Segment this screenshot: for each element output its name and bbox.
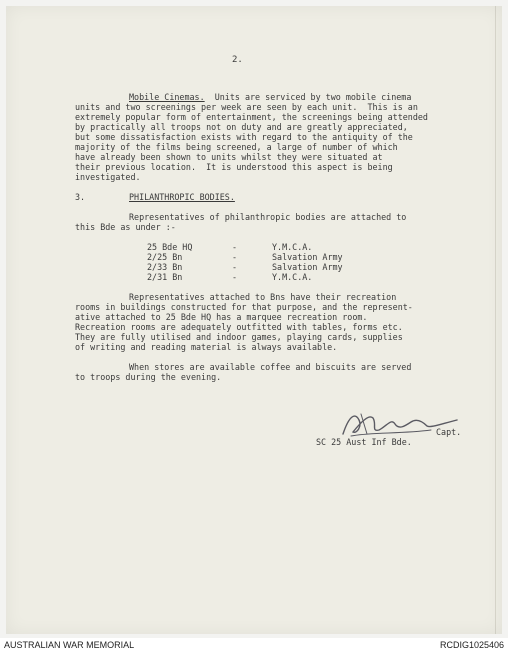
- attachment-unit: 25 Bde HQ: [147, 242, 193, 252]
- paper-sheet: [6, 6, 502, 634]
- mobile-cinemas-line: their previous location. It is understood this aspect is being: [75, 162, 393, 172]
- archive-name: AUSTRALIAN WAR MEMORIAL: [4, 640, 135, 650]
- recreation-paragraph-line: They are fully utilised and indoor games, playing cards, supplies: [75, 332, 403, 342]
- section-number: 3.: [75, 192, 86, 202]
- recreation-paragraph-line: of writing and reading material is always available.: [75, 342, 338, 352]
- mobile-cinemas-first-line: [129, 93, 411, 102]
- mobile-cinemas-line: by practically all troops not on duty and are greatly appreciated,: [75, 122, 408, 132]
- attachment-body: Salvation Army: [272, 262, 343, 272]
- attachment-body: Y.M.C.A.: [272, 242, 313, 252]
- attachment-unit: 2/33 Bn: [147, 262, 183, 272]
- section-intro-line: this Bde as under :-: [75, 222, 176, 232]
- mobile-cinemas-line: have already been shown to units whilst they were situated at: [75, 152, 383, 162]
- mobile-cinemas-heading: Mobile Cinemas.: [129, 92, 205, 102]
- attachment-dash: -: [232, 252, 238, 262]
- stores-paragraph-line: to troops during the evening.: [75, 372, 222, 382]
- section-intro-line: Representatives of philanthropic bodies are attached to: [129, 212, 407, 222]
- archive-footer: [0, 638, 508, 654]
- signature-position: SC 25 Aust Inf Bde.: [316, 437, 412, 447]
- recreation-paragraph-line: Recreation rooms are adequately outfitted with tables, forms etc.: [75, 322, 403, 332]
- recreation-paragraph-line: rooms in buildings constructed for that purpose, and the represent-: [75, 302, 413, 312]
- attachment-unit: 2/25 Bn: [147, 252, 183, 262]
- mobile-cinemas-line: majority of the films being screened, a large of number of which: [75, 142, 398, 152]
- attachment-dash: -: [232, 242, 238, 252]
- signature-rank: Capt.: [436, 427, 462, 437]
- mobile-cinemas-line: extremely popular form of entertainment, the screenings being attended: [75, 112, 428, 122]
- page-number: 2.: [232, 55, 243, 65]
- stores-paragraph-line: When stores are available coffee and biscuits are served: [129, 362, 412, 372]
- attachment-body: Y.M.C.A.: [272, 272, 313, 282]
- attachment-unit: 2/31 Bn: [147, 272, 183, 282]
- mobile-cinemas-line: units and two screenings per week are seen by each unit. This is an: [75, 102, 418, 112]
- attachment-body: Salvation Army: [272, 252, 343, 262]
- attachment-dash: -: [232, 272, 238, 282]
- recreation-paragraph-line: Representatives attached to Bns have their recreation: [129, 292, 397, 302]
- recreation-paragraph-line: ative attached to 25 Bde HQ has a marquee recreation room.: [75, 312, 368, 322]
- mobile-cinemas-line: investigated.: [75, 172, 141, 182]
- document-body: [6, 6, 502, 634]
- mobile-cinemas-first-line-text: Units are serviced by two mobile cinema: [204, 92, 412, 102]
- attachment-dash: -: [232, 262, 238, 272]
- section-heading: PHILANTHROPIC BODIES.: [129, 192, 235, 202]
- mobile-cinemas-line: but some dissatisfaction exists with regard to the antiquity of the: [75, 132, 413, 142]
- archive-record-id: RCDIG1025406: [439, 640, 504, 650]
